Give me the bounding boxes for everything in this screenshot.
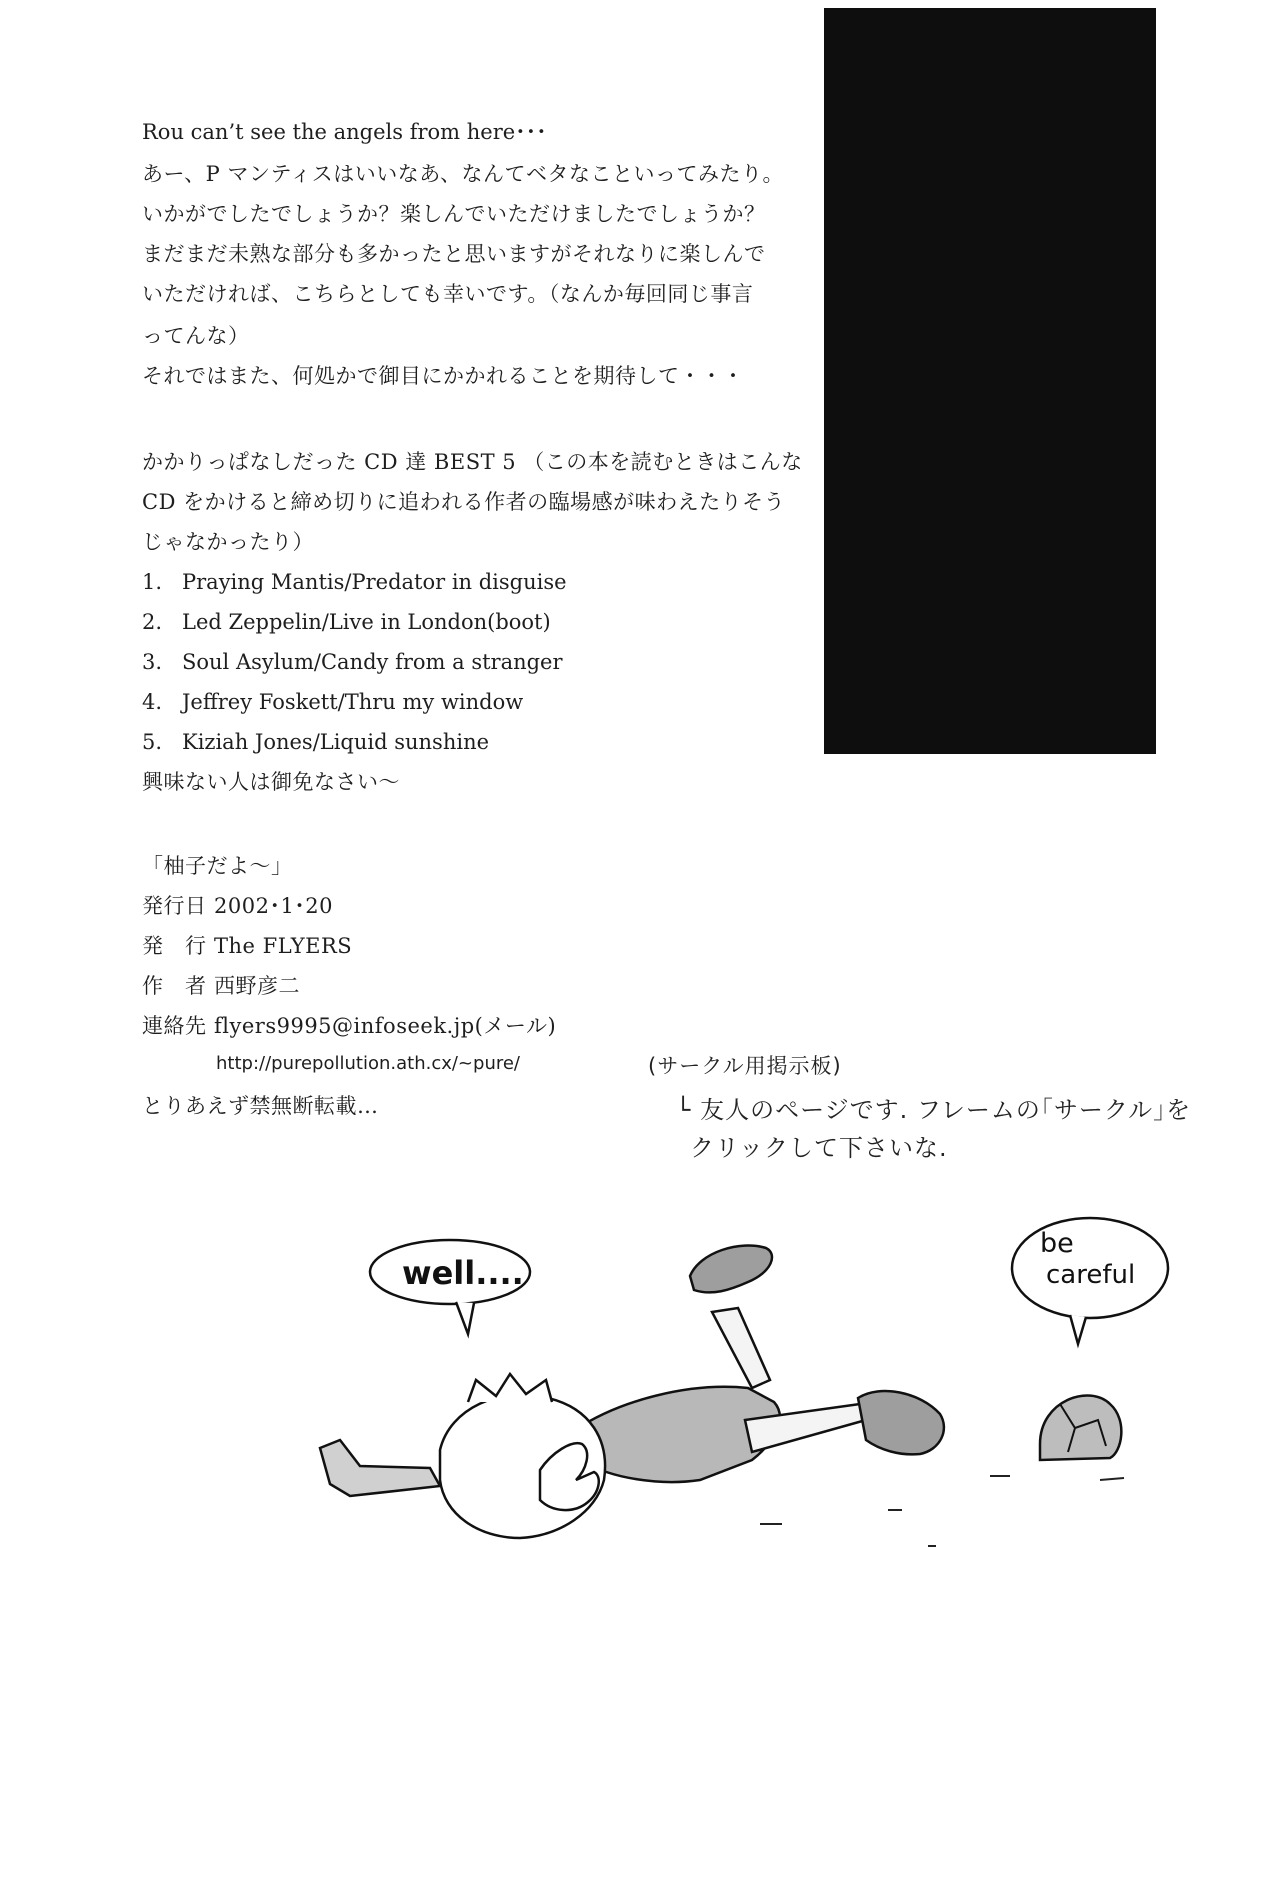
soccer-ball	[1040, 1395, 1121, 1460]
afterword-line: まだまだ未熟な部分も多かったと思いますがそれなりに楽しんで	[142, 242, 766, 266]
ground-marks	[760, 1476, 1124, 1546]
cd-intro-line: CD をかけると締め切りに追われる作者の臨場感が味わえたりそう	[142, 490, 786, 514]
cd-list-number: 5.	[142, 730, 163, 754]
speech-bubble-left-text: well....	[402, 1254, 524, 1292]
cd-list-title: Praying Mantis/Predator in disguise	[182, 570, 567, 594]
cd-intro-line: かかりっぱなしだった CD 達 BEST 5 （この本を読むときはこんな	[142, 450, 803, 474]
cd-list-title: Kiziah Jones/Liquid sunshine	[182, 730, 490, 754]
afterword-line: それではまた、何処かで御目にかかれることを期待して・・・	[142, 364, 744, 388]
cd-list-title: Led Zeppelin/Live in London(boot)	[182, 610, 551, 634]
contact-label: 連絡先	[142, 1014, 207, 1038]
handwritten-note-header: (サークル用掲示板)	[648, 1054, 842, 1078]
date-label: 発行日	[142, 894, 207, 918]
cd-intro-line: じゃなかったり）	[142, 530, 314, 554]
cd-outro: 興味ない人は御免なさい～	[142, 770, 400, 794]
author-value: 西野彦二	[214, 974, 300, 998]
afterword-line: あー、P マンティスはいいなあ、なんてベタなこといってみたり。	[142, 162, 784, 186]
contact-url: http://purepollution.ath.cx/~pure/	[216, 1053, 520, 1074]
publisher-label: 発 行	[142, 934, 207, 958]
cd-list-number: 3.	[142, 650, 163, 674]
handwritten-note-line: クリックして下さいな.	[690, 1134, 948, 1162]
cd-list-title: Soul Asylum/Candy from a stranger	[182, 650, 563, 674]
cd-list-number: 4.	[142, 690, 163, 714]
handwritten-note-line: └ 友人のページです. フレームの｢サークル｣を	[676, 1096, 1192, 1124]
contact-email: flyers9995@infoseek.jp(メール)	[214, 1014, 557, 1038]
copyright-notice: とりあえず禁無断転載…	[142, 1094, 379, 1118]
cd-list-title: Jeffrey Foskett/Thru my window	[182, 690, 524, 714]
author-label: 作 者	[142, 974, 207, 998]
afterword-line: ってんな）	[142, 324, 250, 348]
afterword-line: いかがでしたでしょうか？楽しんでいただけましたでしょうか？	[142, 202, 766, 226]
cd-list-number: 1.	[142, 570, 163, 594]
speech-bubble-right-text-2: careful	[1046, 1260, 1136, 1290]
afterword-line: いただければ、こちらとしても幸いです。（なんか毎回同じ事言	[142, 282, 754, 306]
speech-bubble-right-text-1: be	[1040, 1228, 1074, 1259]
cd-list-number: 2.	[142, 610, 163, 634]
afterword-line: Rou can’t see the angels from here･･･	[142, 120, 547, 144]
book-title: 「柚子だよ～」	[142, 854, 293, 878]
publisher-value: The FLYERS	[214, 934, 353, 958]
date-value: 2002･1･20	[214, 894, 334, 918]
